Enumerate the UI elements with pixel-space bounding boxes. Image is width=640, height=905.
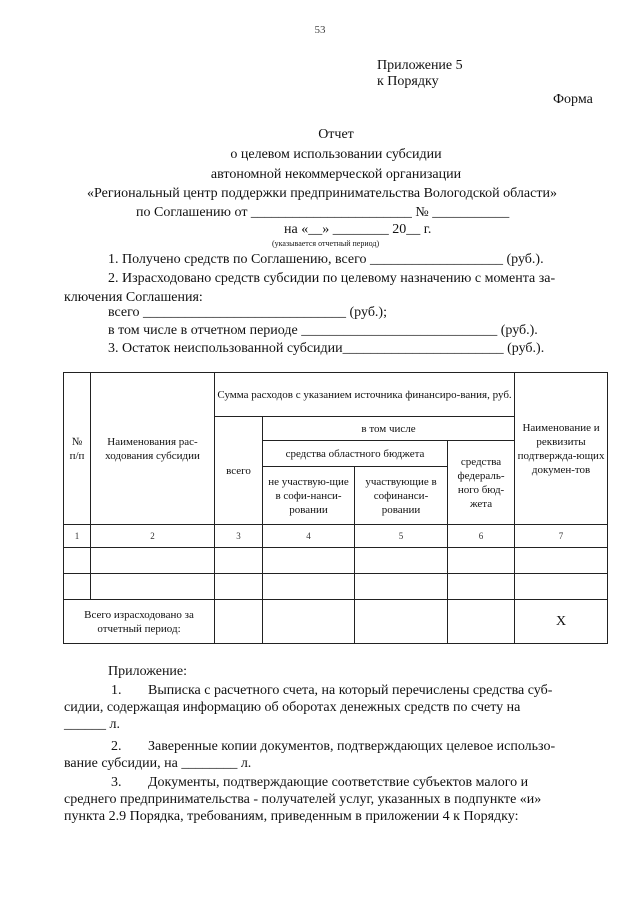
total-row <box>64 600 608 644</box>
attachment-1-line-2: сидии, содержащая информацию об оборотах денежных средств по счету на <box>64 700 521 715</box>
col-number-2: 2 <box>91 525 215 548</box>
page-number: 53 <box>314 24 326 36</box>
attachment-1-num: 1. <box>111 683 122 698</box>
header-num: № п/п <box>64 373 91 525</box>
header-not-participating: не участвую-щие в софи-нанси-ровании <box>263 467 355 525</box>
item-2-total: всего _____________________________ (руб.); <box>108 305 387 320</box>
item-1: 1. Получено средств по Соглашению, всего ___________________ (руб.). <box>108 252 544 267</box>
attachment-2-line-2: вание субсидии, на ________ л. <box>64 756 252 771</box>
attachment-3-line-2: среднего предпринимательства - получателей услуг, указанных в подпункте «и» <box>64 792 542 807</box>
table-row <box>64 574 608 600</box>
appendix-line-2: к Порядку <box>377 74 439 89</box>
expense-table <box>63 372 608 644</box>
header-sum: Сумма расходов с указанием источника финансиро-вания, руб. <box>215 373 515 417</box>
attachment-2-num: 2. <box>111 739 122 754</box>
item-3: 3. Остаток неиспользованной субсидии_______________________ (руб.). <box>108 341 545 356</box>
attachment-1-line-1: Выписка с расчетного счета, на который перечислены средства суб- <box>148 683 553 698</box>
header-total: всего <box>215 417 263 525</box>
header-including: в том числе <box>263 417 515 441</box>
attachment-3-line-3: пункта 2.9 Порядка, требованиям, приведенным в приложении 4 к Порядку: <box>64 809 519 824</box>
total-mark: X <box>515 600 608 644</box>
period-line: на «__» ________ 20__ г. <box>284 222 432 237</box>
title-line-2: о целевом использовании субсидии <box>230 147 442 162</box>
col-number-3: 3 <box>215 525 263 548</box>
total-label: Всего израсходовано за отчетный период: <box>64 600 215 644</box>
title-report: Отчет <box>318 127 354 142</box>
title-line-3: автономной некоммерческой организации <box>210 167 462 182</box>
attachments-header: Приложение: <box>108 664 188 679</box>
appendix-line-1: Приложение 5 <box>377 58 463 73</box>
header-federal: средства федераль-ного бюд-жета <box>448 441 515 525</box>
title-line-4: «Региональный центр поддержки предпринимательства Вологодской области» <box>87 186 557 201</box>
col-number-4: 4 <box>263 525 355 548</box>
col-number-6: 6 <box>448 525 515 548</box>
agreement-line: по Соглашению от _______________________ № ___________ <box>136 205 510 220</box>
attachment-3-line-1: Документы, подтверждающие соответствие субъектов малого и <box>148 775 529 790</box>
item-2-period: в том числе в отчетном периоде ____________________________ (руб.). <box>108 323 538 338</box>
period-note: (указывается отчетный период) <box>272 239 380 248</box>
item-2-line-2: ключения Соглашения: <box>64 290 203 305</box>
attachment-2-line-1: Заверенные копии документов, подтверждающих целевое использо- <box>148 739 556 754</box>
item-2-line-1: 2. Израсходовано средств субсидии по целевому назначению с момента за- <box>108 271 556 286</box>
col-number-7: 7 <box>515 525 608 548</box>
col-number-5: 5 <box>355 525 448 548</box>
header-docs: Наименование и реквизиты подтвержда-ющих докумен-тов <box>515 373 608 525</box>
attachment-3-num: 3. <box>111 775 122 790</box>
header-name: Наименования рас-ходования субсидии <box>91 373 215 525</box>
header-participating: участвующие в софинанси-ровании <box>355 467 448 525</box>
col-number-1: 1 <box>64 525 91 548</box>
attachment-1-line-3: ______ л. <box>64 717 120 732</box>
header-regional: средства областного бюджета <box>263 441 448 467</box>
form-label: Форма <box>553 92 593 107</box>
table-row <box>64 548 608 574</box>
